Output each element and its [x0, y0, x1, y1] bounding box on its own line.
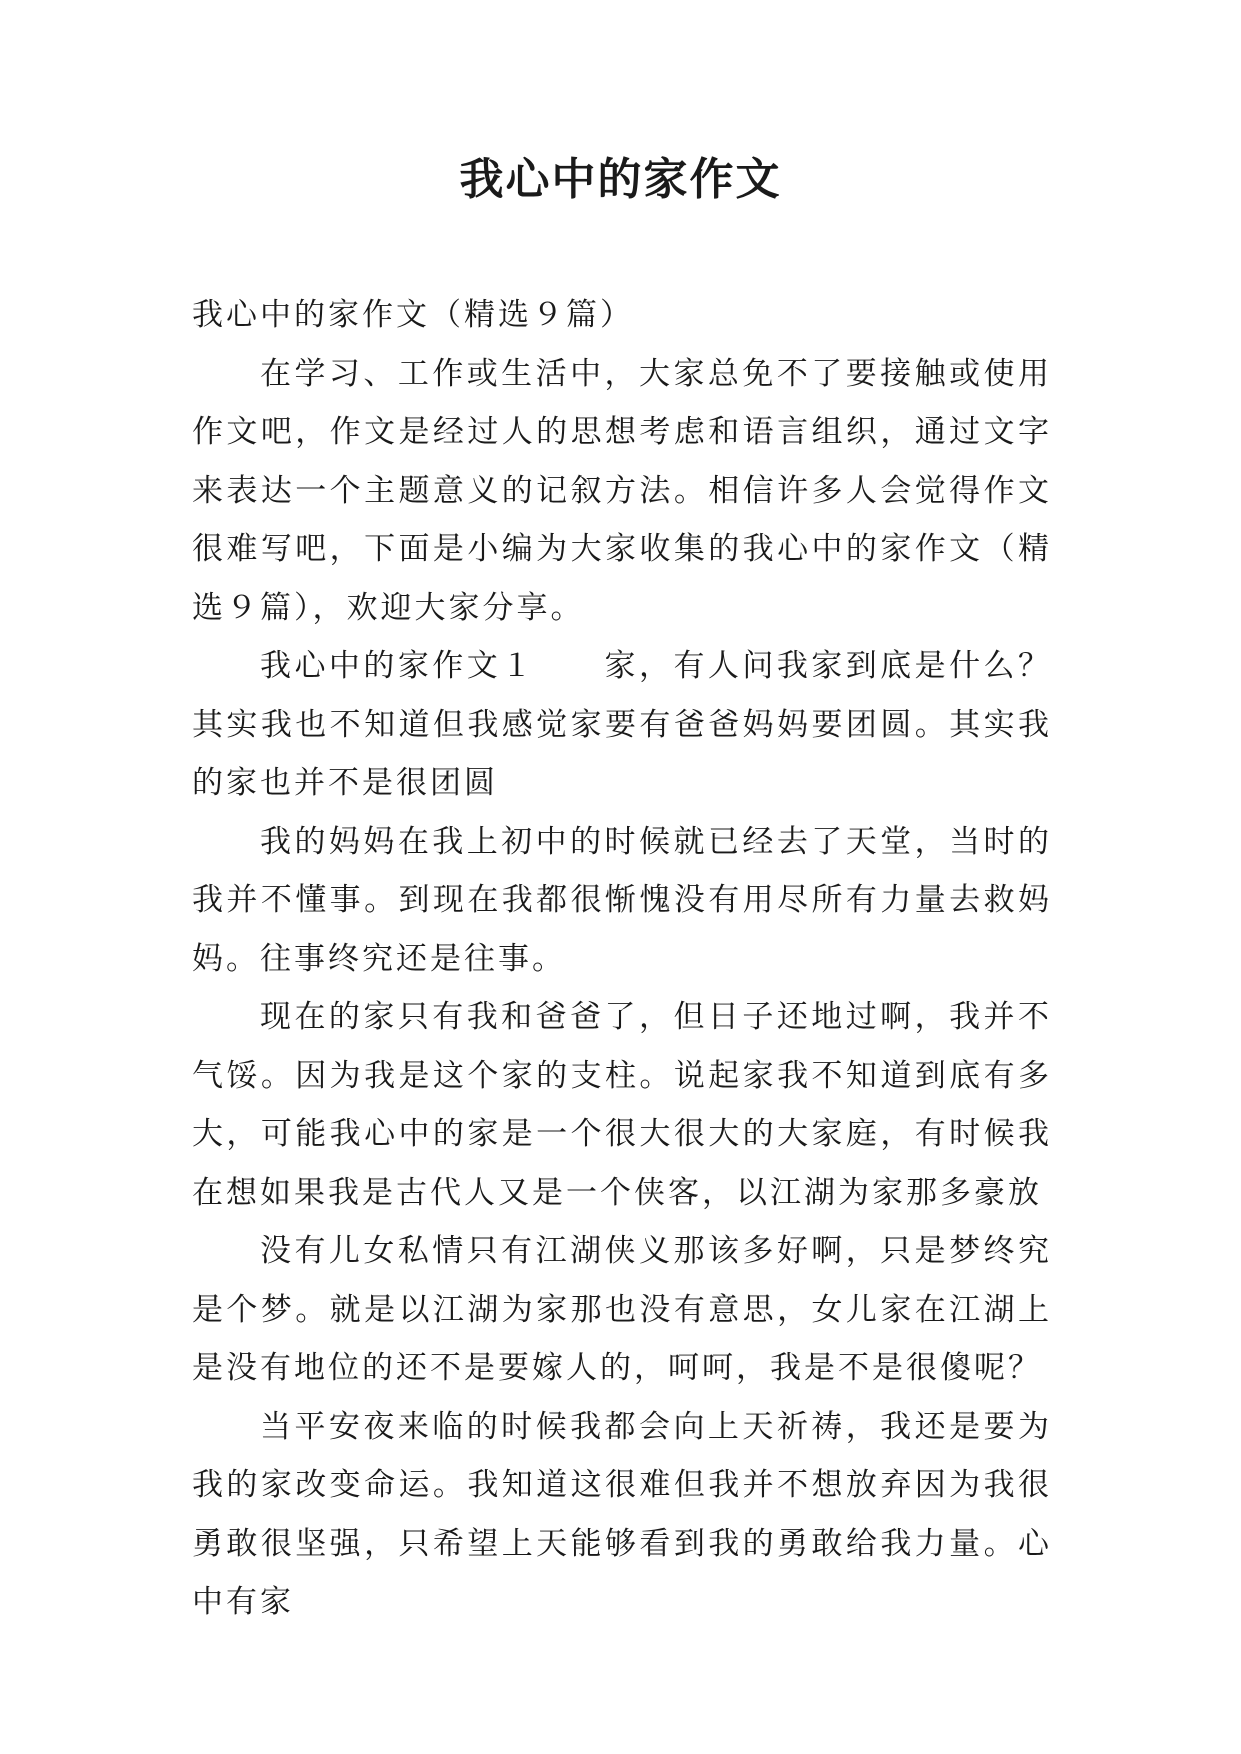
paragraph-christmas-eve: 当平安夜来临的时候我都会向上天祈祷，我还是要为我的家改变命运。我知道这很难但我并不想放弃因为我很勇敢很坚强，只希望上天能够看到我的勇敢给我力量。心中有家 — [192, 1408, 1052, 1620]
paragraph-essay1-start: 我心中的家作文１ 家，有人问我家到底是什么？其实我也不知道但我感觉家要有爸爸妈妈要团圆。其实我的家也并不是很团圆 — [192, 648, 1052, 801]
paragraph-intro: 在学习、工作或生活中，大家总免不了要接触或使用作文吧，作文是经过人的思想考虑和语言组织，通过文字来表达一个主题意义的记叙方法。相信许多人会觉得作文很难写吧，下面是小编为大家收集的我心中的家作文（精选９篇），欢迎大家分享。 — [192, 355, 1052, 626]
document-body — [192, 286, 1052, 1632]
paragraph-jianghu: 没有儿女私情只有江湖侠义那该多好啊，只是梦终究是个梦。就是以江湖为家那也没有意思，女儿家在江湖上是没有地位的还不是要嫁人的，呵呵，我是不是很傻呢？ — [192, 1233, 1052, 1386]
paragraph-mother: 我的妈妈在我上初中的时候就已经去了天堂，当时的我并不懂事。到现在我都很惭愧没有用尽所有力量去救妈妈。往事终究还是往事。 — [192, 823, 1052, 977]
paragraph-subtitle: 我心中的家作文（精选９篇） — [192, 297, 634, 333]
paragraph-current-home: 现在的家只有我和爸爸了，但日子还地过啊，我并不气馁。因为我是这个家的支柱。说起家我不知道到底有多大，可能我心中的家是一个很大很大的大家庭，有时候我在想如果我是古代人又是一个侠客，以江湖为家那多豪放 — [192, 999, 1052, 1211]
document-title: 我心中的家作文 — [459, 154, 782, 205]
